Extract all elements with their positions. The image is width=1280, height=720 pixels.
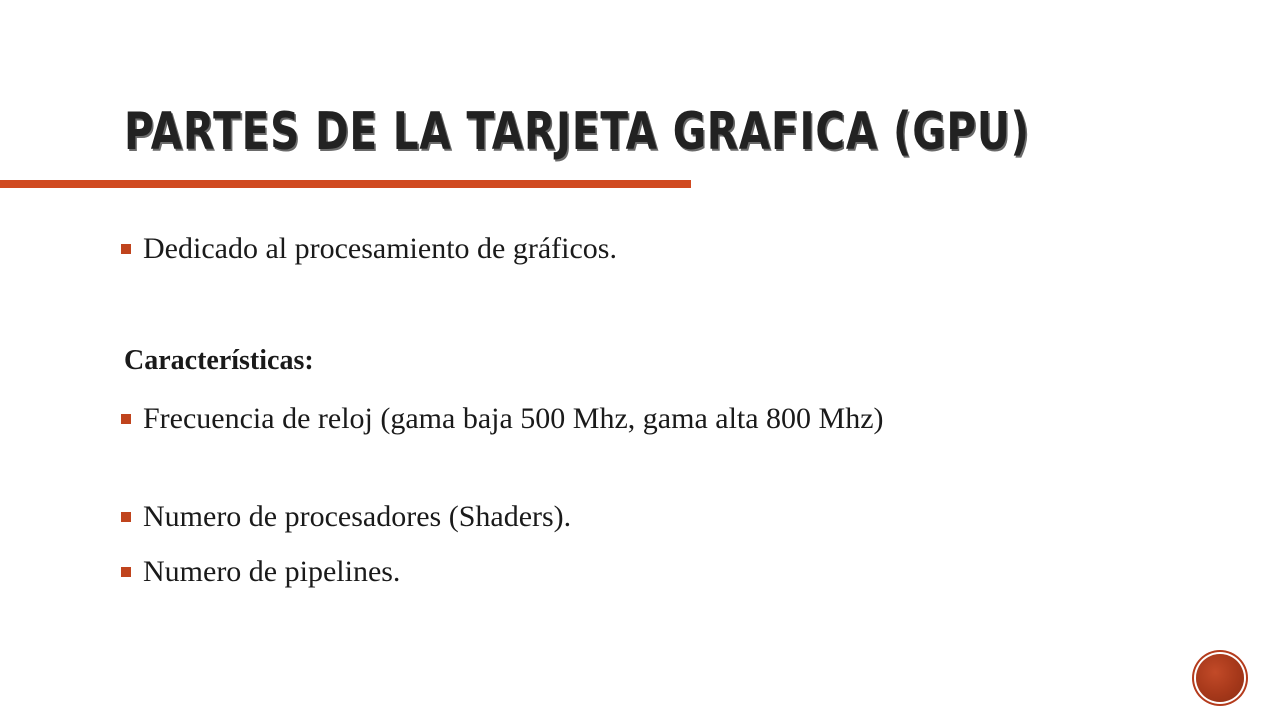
bullet-feature-3 [121,555,1063,589]
bullet-feature-2 [121,500,1063,534]
title-underline [0,180,691,188]
slide-title: PARTES DE LA TARJETA GRAFICA (GPU) [124,102,1030,162]
square-bullet-icon [121,567,131,577]
bullet-feature-2-text: Numero de procesadores (Shaders). [143,500,572,533]
bullet-feature-3-text: Numero de pipelines. [143,555,401,588]
features-heading: Características: [124,345,314,376]
bullet-feature-1-text: Frecuencia de reloj (gama baja 500 Mhz, gama alta 800 Mhz) [143,402,884,435]
square-bullet-icon [121,512,131,522]
square-bullet-icon [121,414,131,424]
bullet-feature-1 [121,402,1043,436]
square-bullet-icon [121,244,131,254]
page-number-badge [1196,654,1244,702]
bullet-intro-text: Dedicado al procesamiento de gráficos. [143,232,617,265]
bullet-intro [121,232,1063,266]
